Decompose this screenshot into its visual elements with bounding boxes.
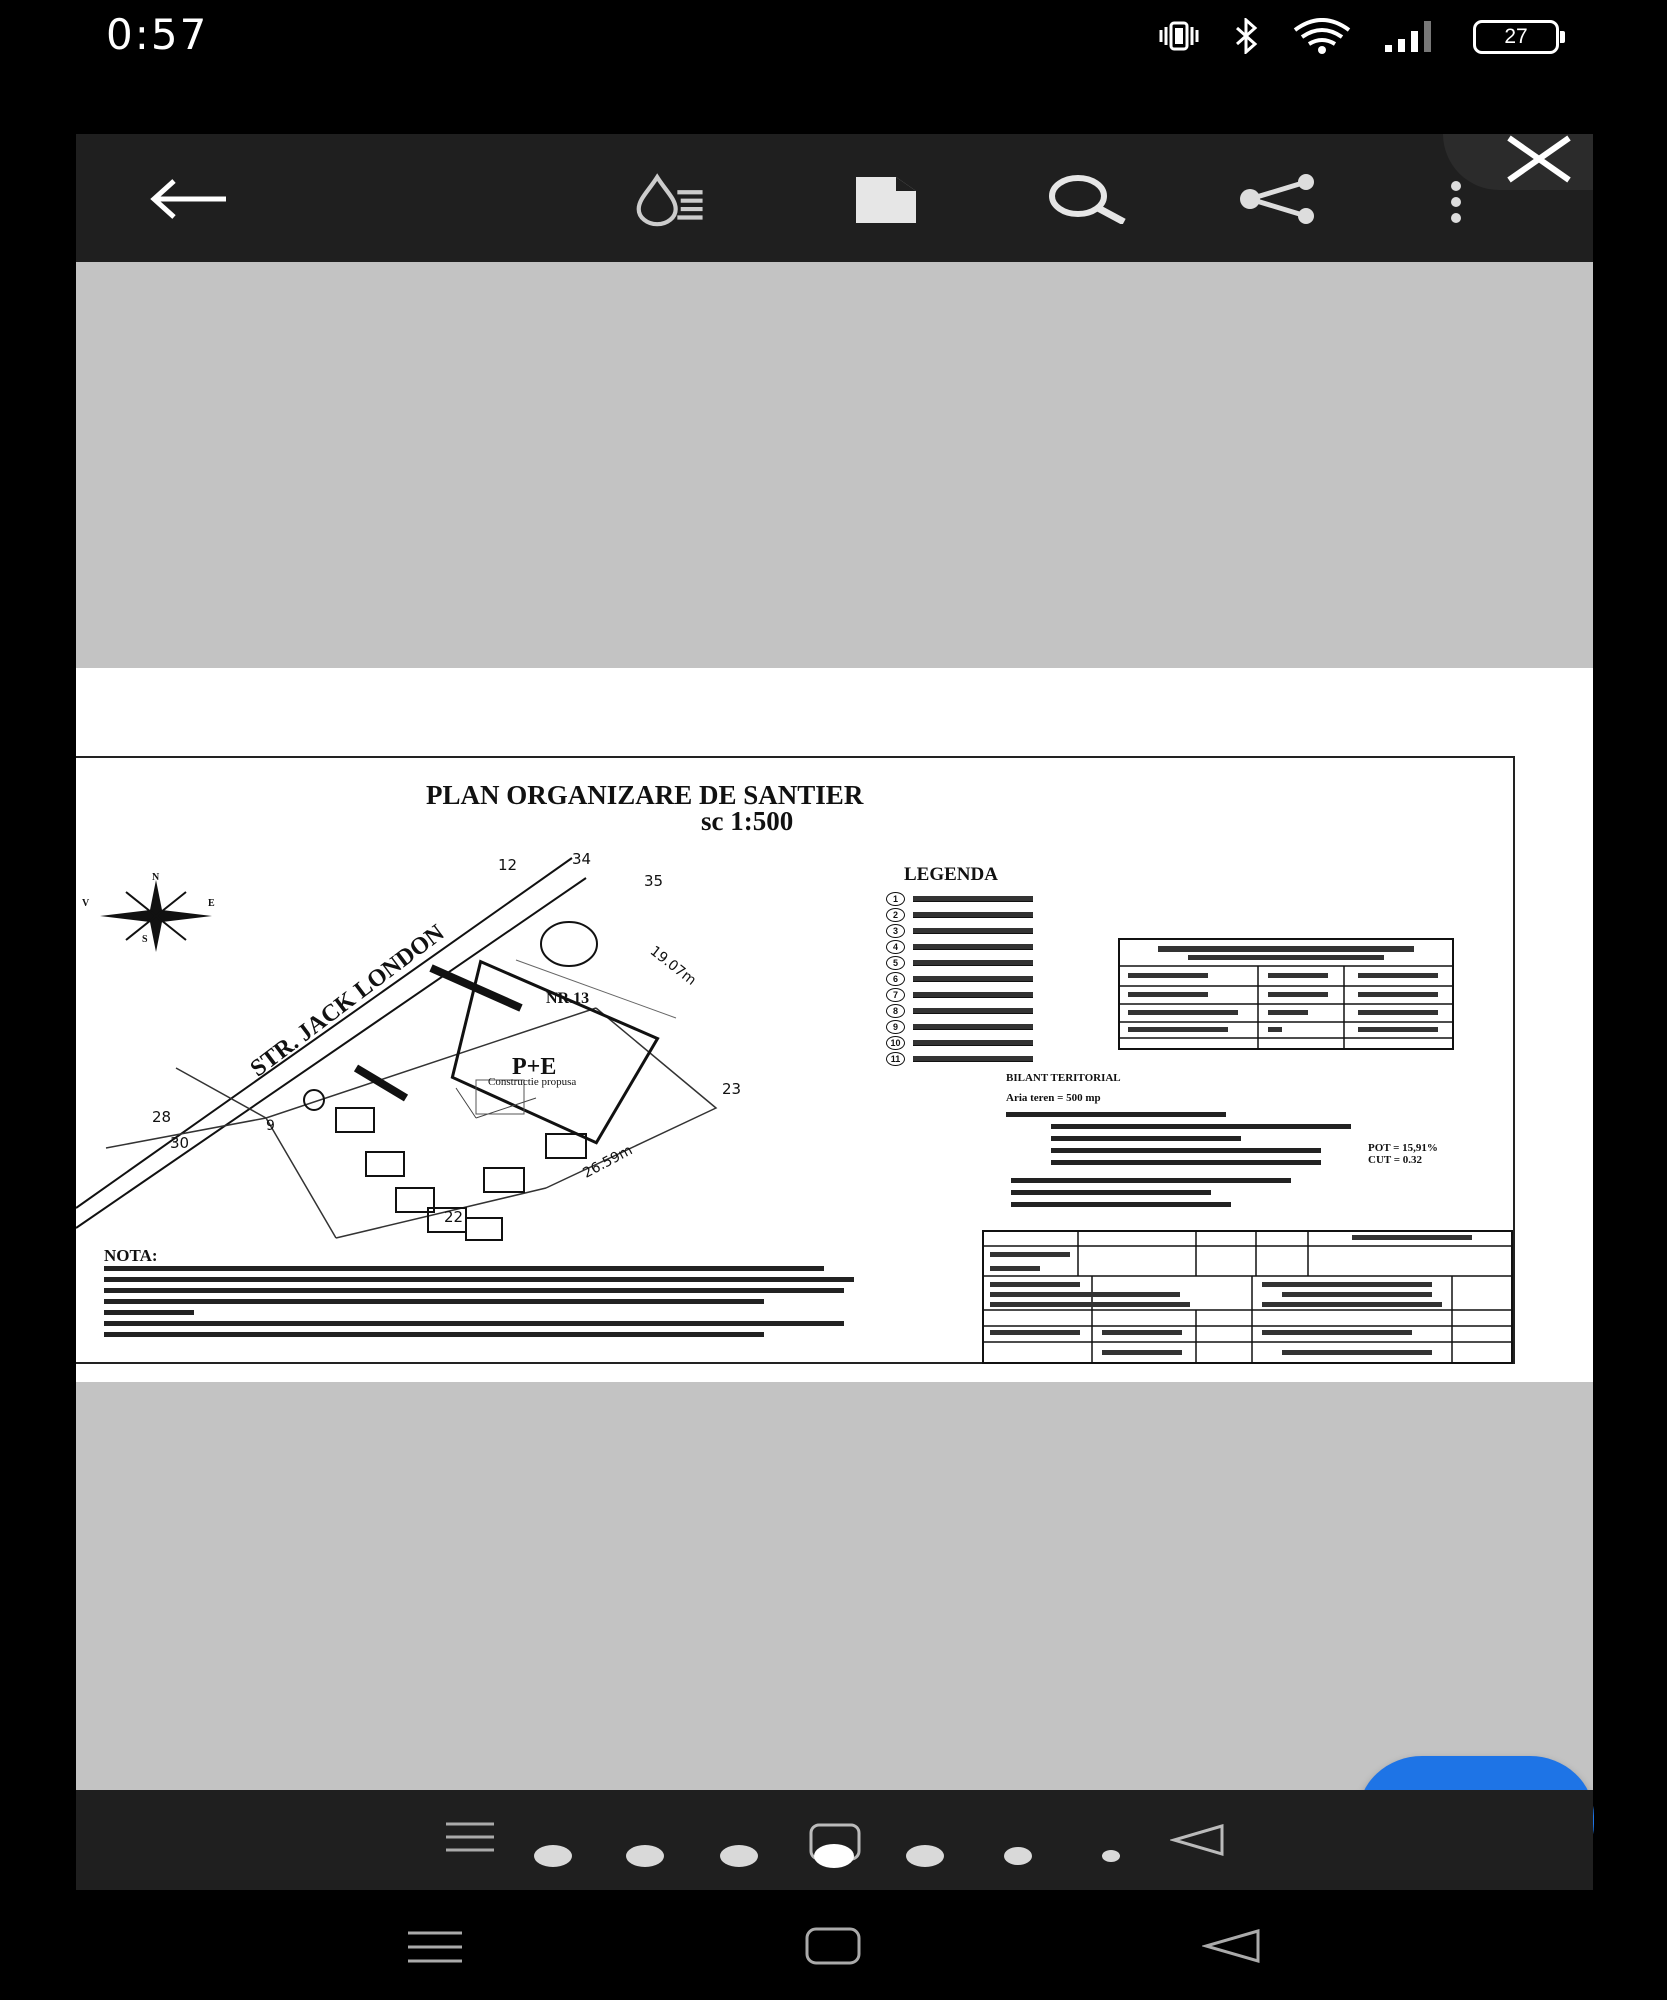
vibrate-icon — [1157, 20, 1201, 52]
share-button[interactable] — [1236, 164, 1320, 234]
legend-item: 7 — [886, 988, 1033, 1002]
legend-item: 1 — [886, 892, 1033, 906]
home-icon[interactable] — [804, 1926, 862, 1966]
pdf-viewer — [76, 134, 1593, 1890]
legend-item: 2 — [886, 908, 1033, 922]
legend-title: LEGENDA — [904, 864, 998, 885]
water-drop-list-icon — [632, 169, 716, 229]
bilant-cut: CUT = 0.32 — [1368, 1154, 1423, 1166]
signal-icon — [1383, 19, 1437, 53]
legend-item: 4 — [886, 940, 1033, 954]
legend-item: 8 — [886, 1004, 1033, 1018]
battery-indicator: 27 — [1473, 20, 1559, 54]
dim-22: 22 — [444, 1208, 464, 1226]
back-triangle-icon[interactable] — [1170, 1822, 1226, 1858]
close-icon — [1491, 126, 1587, 206]
wifi-icon — [1291, 18, 1353, 54]
dim-35: 35 — [644, 872, 664, 890]
building-label: P+E — [512, 1054, 557, 1080]
arrow-left-icon — [150, 177, 230, 221]
close-button[interactable] — [1491, 126, 1587, 206]
status-icons — [1157, 14, 1437, 58]
page-dot-active[interactable] — [814, 1844, 854, 1868]
site-plan-drawing — [76, 756, 1515, 1364]
legend-item: 3 — [886, 924, 1033, 938]
dim-side-a: 19.07m — [646, 943, 699, 989]
dim-30: 30 — [170, 1134, 190, 1152]
back-button[interactable] — [148, 164, 232, 234]
legend-item: 5 — [886, 956, 1033, 970]
bilant-title: BILANT TERITORIAL — [1006, 1072, 1121, 1084]
dim-side-b: 26.59m — [580, 1142, 636, 1182]
bilant-pot: POT = 15,91% — [1368, 1142, 1438, 1154]
document-page[interactable] — [76, 668, 1593, 1382]
dim-34: 34 — [572, 850, 592, 868]
back-icon[interactable] — [1202, 1928, 1262, 1964]
dim-9: 9 — [266, 1118, 275, 1134]
page-dot[interactable] — [720, 1845, 758, 1867]
compass-west: V — [82, 898, 90, 909]
legend-item: 11 — [886, 1052, 1033, 1066]
viewer-toolbar — [76, 134, 1593, 262]
compass-east: E — [208, 898, 215, 909]
document-button[interactable] — [844, 164, 928, 234]
dim-28: 28 — [152, 1108, 172, 1126]
menu-icon[interactable] — [444, 1820, 496, 1854]
site-plan-lines — [76, 848, 776, 1248]
street-label: STR. JACK LONDON — [245, 919, 450, 1083]
page-dot[interactable] — [534, 1845, 572, 1867]
share-icon — [1236, 174, 1320, 224]
page-dot[interactable] — [906, 1845, 944, 1867]
plan-scale: sc 1:500 — [701, 806, 794, 836]
bilant-area: Aria teren = 500 mp — [1006, 1092, 1101, 1104]
dim-12: 12 — [498, 856, 518, 874]
viewer-nav-bar — [76, 1790, 1593, 1890]
plan-title: PLAN ORGANIZARE DE SANTIER — [426, 780, 864, 810]
nota-label: NOTA: — [104, 1246, 158, 1265]
compass-south: S — [142, 934, 148, 945]
legend-item: 9 — [886, 1020, 1033, 1034]
seismic-table — [1118, 938, 1454, 1050]
title-block — [982, 1230, 1513, 1364]
compass-north: N — [152, 872, 160, 883]
page-dot[interactable] — [1102, 1850, 1120, 1862]
status-time: 0:57 — [106, 10, 209, 59]
document-icon — [854, 175, 918, 223]
more-vertical-icon — [1446, 174, 1466, 224]
page-dot[interactable] — [1004, 1847, 1032, 1865]
system-nav-bar — [0, 1890, 1667, 2000]
legend-item: 6 — [886, 972, 1033, 986]
building-note: Constructie propusa — [488, 1076, 577, 1088]
bluetooth-icon — [1231, 18, 1261, 54]
dim-23: 23 — [722, 1080, 742, 1098]
reading-mode-button[interactable] — [632, 164, 716, 234]
legend-item: 10 — [886, 1036, 1033, 1050]
recents-menu-icon[interactable] — [406, 1930, 464, 1964]
search-button[interactable] — [1046, 164, 1130, 234]
lot-number: NR.13 — [546, 990, 590, 1007]
search-icon — [1046, 174, 1130, 224]
page-dot[interactable] — [626, 1845, 664, 1867]
